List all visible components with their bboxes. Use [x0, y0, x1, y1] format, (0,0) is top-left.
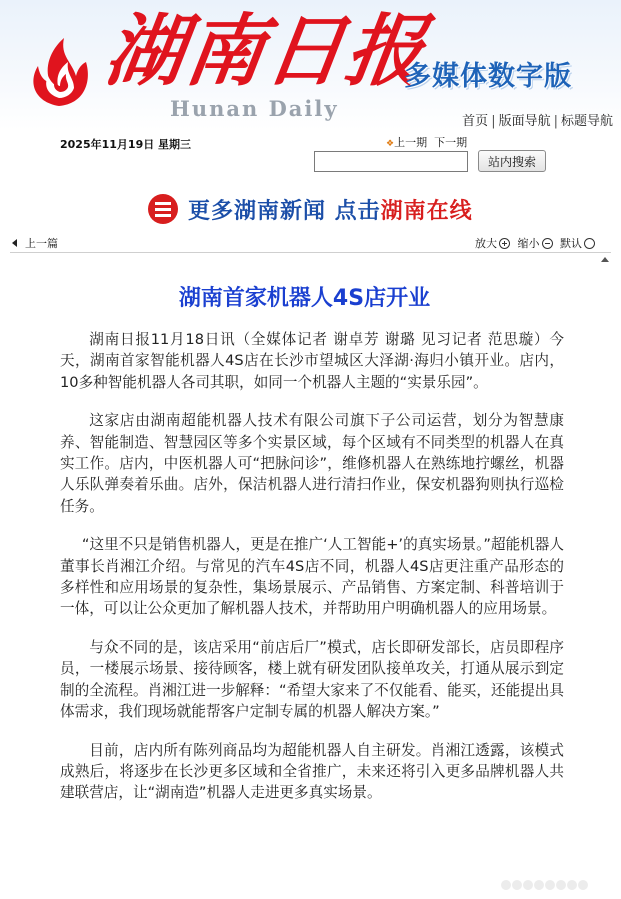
search-input[interactable] — [314, 151, 468, 172]
more-news-banner[interactable] — [148, 190, 478, 226]
masthead — [0, 0, 621, 130]
zoom-default-icon — [584, 238, 595, 249]
banner-text-part1: 更多湖南新闻 点击 — [188, 198, 381, 224]
scrollbar[interactable] — [599, 253, 611, 873]
article-frame — [10, 252, 611, 899]
article-paragraph: 目前，店内所有陈列商品均为超能机器人自主研发。肖湘江透露，该模式成熟后，将逐步在长沙更多区域和全省推广，未来还将引入更多品牌机器人共建联营店，让“湖南造”机器人走进更多真实场景。 — [60, 741, 564, 802]
article-paragraph: “这里不只是销售机器人，更是在推广‘人工智能+’的真实场景。”超能机器人董事长肖湘江介绍。与常见的汽车4S店不同，机器人4S店更注重产品形态的多样性和应用场景的复杂性，集场景展示、产品销售、方案定制、科普培训于一体，可以让公众更加了解机器人技术，并帮助用户明确机器人的应用场景。 — [60, 536, 564, 618]
article-title: 湖南首家机器人4S店开业 — [178, 286, 431, 311]
nav-home-link[interactable]: 首页 — [462, 114, 489, 129]
flame-logo-icon — [24, 32, 94, 110]
article-toolbar — [0, 233, 621, 251]
next-issue-link[interactable]: 下一期 — [434, 136, 468, 149]
zoom-in-label: 放大 — [475, 237, 497, 250]
zoom-default-button[interactable] — [560, 237, 599, 250]
hunan-online-logo-icon — [148, 194, 178, 224]
site-search-button[interactable]: 站内搜索 — [478, 150, 546, 172]
article-paragraph: 湖南日报11月18日讯（全媒体记者 谢卓芳 谢璐 见习记者 范思璇）今天，湖南首家智能机器人4S店在长沙市望城区大泽湖·海归小镇开业。店内，10多种智能机器人各司其职，如同一个机器人主题的“实景乐园”。 — [60, 331, 564, 391]
zoom-default-label: 默认 — [560, 237, 582, 250]
prev-article-label: 上一篇 — [25, 237, 58, 250]
zoom-controls — [475, 235, 599, 251]
zoom-out-icon — [542, 238, 553, 249]
article-body — [60, 329, 564, 821]
zoom-out-label: 缩小 — [517, 237, 540, 250]
nav-titles-link[interactable]: 标题导航 — [560, 114, 613, 129]
logo-english-name: Hunan Daily — [170, 96, 339, 121]
zoom-in-button[interactable] — [475, 237, 514, 250]
nav-separator: | — [553, 114, 558, 129]
triangle-left-icon — [12, 239, 17, 247]
prev-issue-link[interactable]: 上一期 — [394, 136, 428, 149]
issue-date: 2025年11月19日 星期三 — [60, 138, 192, 151]
issue-navigation — [386, 134, 467, 150]
scroll-up-arrow-icon[interactable] — [601, 257, 609, 262]
watermark-dots — [501, 875, 599, 891]
article-paragraph: 与众不同的是，该店采用“前店后厂”模式，店长即研发部长，店员即程序员，一楼展示场景、接待顾客，楼上就有研发团队接单攻关，打通从展示到定制的全流程。肖湘江进一步解释：“希望大家来了不仅能看、能买，还能提出具体需求，我们现场就能帮客户定制专属的机器人解决方案。” — [60, 638, 564, 721]
edition-label: 多媒体数字版 — [404, 61, 572, 92]
zoom-out-button[interactable] — [518, 237, 557, 250]
nav-separator: | — [491, 114, 496, 129]
prev-article-link[interactable] — [12, 235, 58, 251]
logo-title: 湖南日报 — [99, 6, 433, 97]
nav-layout-link[interactable]: 版面导航 — [498, 114, 551, 129]
bullet-icon: ❖ — [386, 139, 395, 149]
article-paragraph: 这家店由湖南超能机器人技术有限公司旗下子公司运营，划分为智慧康养、智能制造、智慧园区等多个实景区域，每个区域有不同类型的机器人在真实工作。店内，中医机器人可“把脉问诊”，维修机器人在熟练地拧螺丝，机器人乐队弹奏着乐曲。店外，保洁机器人进行清扫作业，保安机器狗则执行巡检任务。 — [60, 412, 564, 515]
top-nav — [462, 110, 613, 129]
zoom-in-icon — [499, 238, 510, 249]
banner-text — [188, 194, 473, 225]
banner-text-part2: 湖南在线 — [380, 198, 473, 224]
